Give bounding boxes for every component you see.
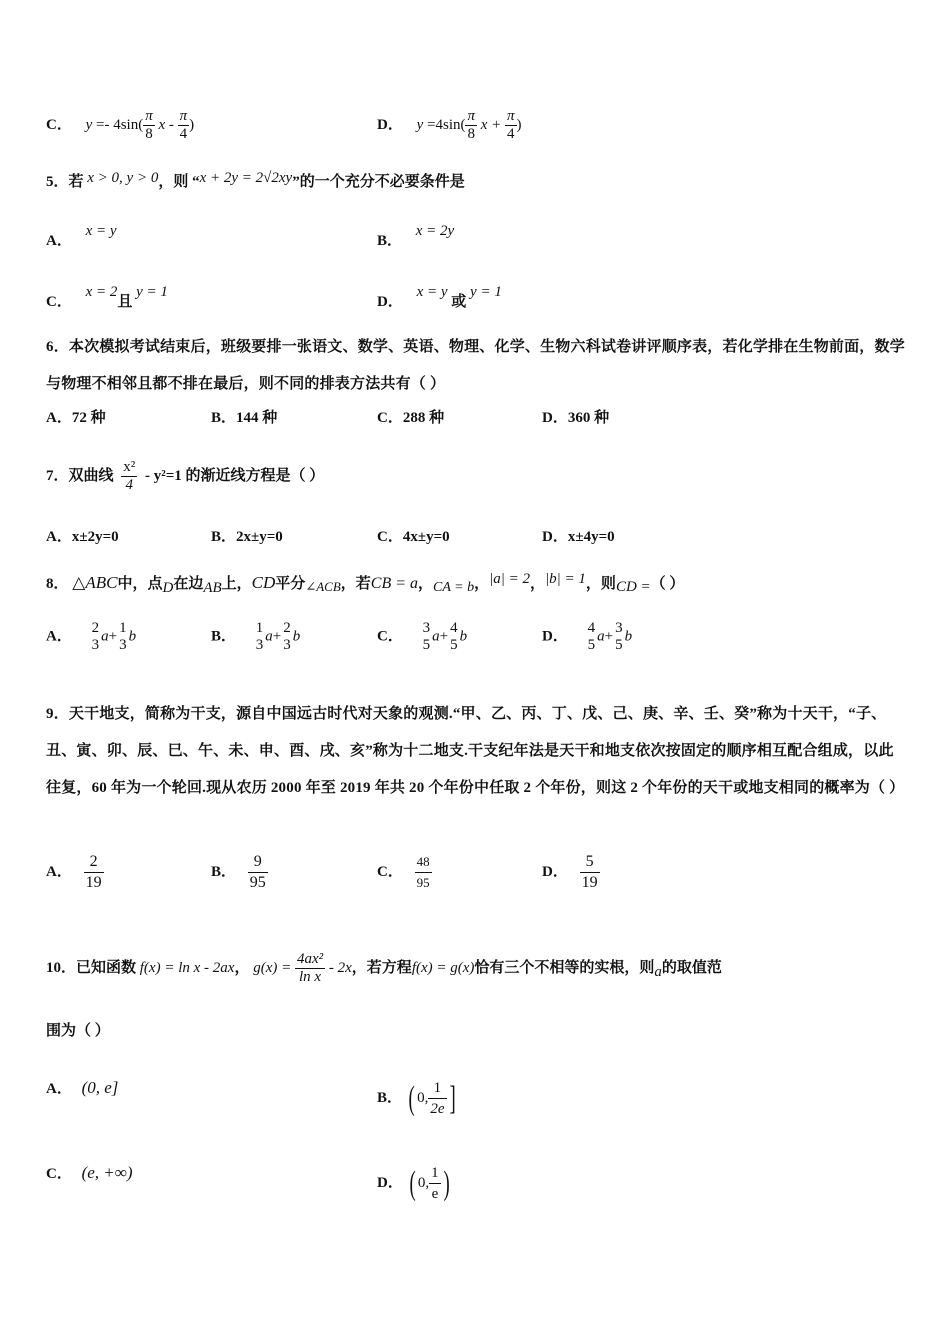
q6-option-a[interactable]: A．72 种	[46, 410, 106, 426]
q5-option-d[interactable]: D． x = y 或 y = 1	[377, 284, 502, 310]
q7-option-c[interactable]: C．4x±y=0	[377, 529, 450, 545]
q5-stem: 5．若 x > 0, y > 0，则 “x + 2y = 2√2xy”的一个充分不必要条件是	[46, 170, 465, 190]
fraction: $\frac{\pi}{4}$	[507, 108, 515, 142]
q5-option-b[interactable]	[377, 221, 455, 249]
q5-option-c[interactable]: C． x = 2且 y = 1	[46, 284, 168, 310]
fraction: $\frac{\pi}{8}$	[145, 108, 153, 142]
fraction: 1 3	[119, 620, 127, 653]
q6-option-c[interactable]: C．288 种	[377, 410, 445, 426]
math-expr: y = 1	[136, 284, 168, 300]
math-expr: (0, e]	[81, 1078, 119, 1097]
q7-stem: 7．双曲线 $\frac{\text{x²}}{4}$ - y²=1 的渐近线方程是（ ）	[46, 459, 325, 494]
option-label: D．	[542, 863, 568, 880]
fraction: $\frac{1}{2e}$	[430, 1080, 445, 1117]
q8-stem: 8． △ABC中，点D在边AB上，CD平分∠ACB，若CB = a，CA = b，|a| = 2，|b| = 1，则CD =（ ）	[46, 571, 685, 596]
option-label: D．	[377, 294, 403, 310]
q7-option-d[interactable]: D．x±4y=0	[542, 529, 615, 545]
fraction: $\frac{\text{x²}}{4}$	[123, 459, 136, 494]
q10-stem: 10．已知函数 f(x) = ln x - 2ax， g(x) = $\frac{\text{4ax²}}{\text{ln x}}$ - 2x，若方程f(x) = g(x)恰有三个不相等的实根，则a的取值范	[46, 951, 722, 986]
math-expr: x = y	[85, 223, 117, 239]
q9-stem: 9．天干地支，简称为干支，源自中国远古时代对天象的观测.“甲、乙、丙、丁、戊、己、庚、辛、壬、癸”称为十天干，“子、丑、寅、卯、辰、巳、午、未、申、酉、戌、亥”称为十二地支.干支纪年法是天干和地支依次按固定的顺序相互配合组成，以此往复，60 年为一个轮回.现从农历 2000 年至 2019 年共 20 个年份中任取 2 个年份，则这 2 个年份的天干或地支相同的概率为（ ）	[46, 706, 905, 796]
q8-option-b[interactable]: B． 1 3 a+ 2 3 b	[211, 620, 301, 653]
option-label: C．	[46, 116, 72, 133]
option-label: D．	[377, 1174, 403, 1191]
option-label: A．	[46, 1081, 72, 1097]
option-label: C．	[46, 1166, 72, 1182]
q10-stem-line2: 围为（ ）	[46, 1023, 110, 1039]
math-expr: x = 2y	[415, 223, 455, 239]
q6-option-d[interactable]: D．360 种	[542, 410, 610, 426]
option-label: B．	[377, 233, 403, 249]
fraction: 2 3	[283, 620, 291, 653]
fraction: $\frac{\pi}{4}$	[179, 108, 188, 142]
option-label: C．	[46, 294, 72, 310]
q7-option-a[interactable]: A．x±2y=0	[46, 529, 119, 545]
math-expr: x + 2y = 2√2xy	[199, 170, 293, 186]
option-label: A．	[46, 628, 72, 645]
option-label: B．	[211, 628, 237, 645]
q9-option-b[interactable]	[211, 852, 268, 893]
math-expr: x = y	[416, 284, 448, 300]
fraction: 4 5	[587, 620, 596, 653]
option-label: A．	[46, 233, 72, 249]
q9-option-d[interactable]	[542, 852, 600, 893]
fraction: 3 5	[615, 620, 623, 653]
math-expr: x = 2	[85, 284, 118, 300]
q4-option-d[interactable]: D． y =4sin( $\frac{\pi}{8}$ x + $\frac{\pi}{4}$ )	[377, 108, 522, 142]
fraction: $\frac{\text{4ax²}}{\text{ln x}}$	[296, 951, 324, 986]
fraction: $\frac{\pi}{8}$	[467, 108, 475, 142]
fraction: 2 3	[91, 620, 100, 653]
math-expr: x -	[158, 116, 174, 133]
math-expr: =- 4sin(	[96, 116, 144, 133]
fraction: $\frac{9}{95}$	[249, 853, 266, 891]
q5-option-a[interactable]	[46, 221, 117, 249]
option-label: C．	[377, 628, 403, 645]
fraction: $\frac{48}{95}$	[416, 854, 430, 890]
q8-option-d[interactable]: D． 4 5 a+ 3 5 b	[542, 620, 633, 653]
q8-option-a[interactable]: A． 2 3 a+ 1 3 b	[46, 620, 137, 653]
q10-option-d[interactable]: D． ( 0, $\frac{1}{e}$ )	[377, 1164, 450, 1202]
q10-option-c[interactable]	[46, 1163, 133, 1184]
fraction: 1 3	[255, 620, 264, 653]
fraction: $\frac{5}{19}$	[581, 853, 598, 891]
option-label: A．	[46, 863, 72, 880]
option-label: D．	[377, 116, 403, 133]
q6-option-b[interactable]: B．144 种	[211, 410, 278, 426]
q4-option-c[interactable]: C． y =- 4sin( $\frac{\pi}{8}$ x - $\frac{\pi}{4}$ )	[46, 108, 195, 142]
q10-option-a[interactable]	[46, 1078, 118, 1099]
q9-option-c[interactable]	[377, 852, 432, 893]
q9-option-a[interactable]	[46, 852, 104, 893]
math-expr: x > 0, y > 0	[87, 170, 159, 186]
math-expr: y	[416, 116, 424, 133]
option-label: D．	[542, 628, 568, 645]
option-label: B．	[377, 1089, 403, 1106]
math-expr: y	[85, 116, 93, 133]
fraction: 4 5	[450, 620, 458, 653]
fraction: $\frac{2}{19}$	[85, 853, 102, 891]
q7-option-b[interactable]: B．2x±y=0	[211, 529, 283, 545]
q8-option-c[interactable]: C． 3 5 a+ 4 5 b	[377, 620, 468, 653]
option-label: C．	[377, 863, 403, 880]
fraction: $\frac{1}{e}$	[431, 1165, 439, 1202]
fraction: 3 5	[422, 620, 431, 653]
math-expr: x +	[480, 116, 502, 133]
q10-option-b[interactable]: B． ( 0, $\frac{1}{2e}$ ]	[377, 1079, 456, 1117]
math-expr: y = 1	[470, 284, 502, 300]
option-label: B．	[211, 863, 237, 880]
math-expr: =4sin(	[427, 116, 466, 133]
math-expr: (e, +∞)	[81, 1163, 133, 1182]
q6-stem: 6．本次模拟考试结束后，班级要排一张语文、数学、英语、物理、化学、生物六科试卷讲评顺序表，若化学排在生物前面，数学与物理不相邻且都不排在最后，则不同的排表方法共有（ ）	[46, 339, 905, 392]
